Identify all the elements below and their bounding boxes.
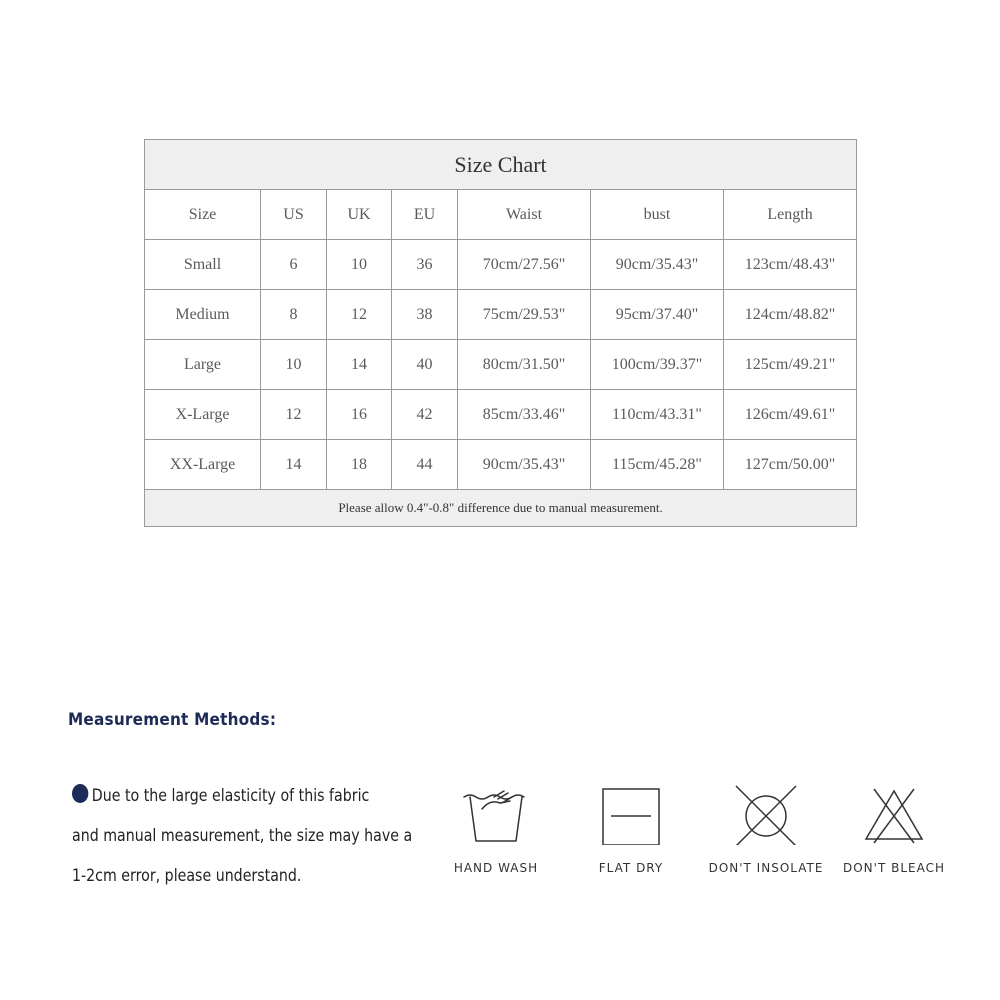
care-hand-wash xyxy=(426,785,566,875)
cell-waist: 80cm/31.50" xyxy=(458,340,591,390)
cell-length: 123cm/48.43" xyxy=(724,240,857,290)
table-row xyxy=(145,440,857,490)
table-row xyxy=(145,390,857,440)
header-uk: UK xyxy=(327,190,392,240)
cell-us: 10 xyxy=(261,340,327,390)
cell-bust: 110cm/43.31" xyxy=(591,390,724,440)
care-label: DON'T INSOLATE xyxy=(708,861,824,875)
measurement-line: 1-2cm error, please understand. xyxy=(72,866,302,885)
cell-length: 126cm/49.61" xyxy=(724,390,857,440)
table-row xyxy=(145,340,857,390)
cell-uk: 16 xyxy=(327,390,392,440)
care-label: HAND WASH xyxy=(453,861,539,875)
measurement-note: Please allow 0.4"-0.8" difference due to manual measurement. xyxy=(145,490,857,527)
cell-length: 125cm/49.21" xyxy=(724,340,857,390)
dont-insolate-icon xyxy=(730,785,802,845)
header-eu: EU xyxy=(392,190,458,240)
care-flat-dry xyxy=(561,785,701,875)
measurement-methods-title: Measurement Methods: xyxy=(68,710,277,730)
cell-waist: 75cm/29.53" xyxy=(458,290,591,340)
header-bust: bust xyxy=(591,190,724,240)
care-label: DON'T BLEACH xyxy=(842,861,945,875)
cell-us: 6 xyxy=(261,240,327,290)
cell-waist: 85cm/33.46" xyxy=(458,390,591,440)
cell-size: XX-Large xyxy=(145,440,261,490)
cell-us: 8 xyxy=(261,290,327,340)
care-dont-bleach xyxy=(824,785,964,875)
cell-eu: 44 xyxy=(392,440,458,490)
flat-dry-icon xyxy=(595,785,667,845)
bullet-icon xyxy=(72,784,88,803)
cell-size: Small xyxy=(145,240,261,290)
cell-eu: 38 xyxy=(392,290,458,340)
header-size: Size xyxy=(145,190,261,240)
cell-uk: 14 xyxy=(327,340,392,390)
cell-us: 14 xyxy=(261,440,327,490)
cell-bust: 95cm/37.40" xyxy=(591,290,724,340)
size-chart-title: Size Chart xyxy=(145,140,857,190)
cell-size: X-Large xyxy=(145,390,261,440)
cell-bust: 90cm/35.43" xyxy=(591,240,724,290)
header-us: US xyxy=(261,190,327,240)
measurement-line: Due to the large elasticity of this fabric xyxy=(72,776,399,816)
table-row xyxy=(145,240,857,290)
care-label: FLAT DRY xyxy=(598,861,664,875)
care-dont-insolate xyxy=(696,785,836,875)
measurement-line: and manual measurement, the size may have a xyxy=(72,826,413,845)
cell-length: 127cm/50.00" xyxy=(724,440,857,490)
size-chart-table xyxy=(144,139,857,527)
cell-size: Large xyxy=(145,340,261,390)
dont-bleach-icon xyxy=(858,785,930,845)
measurement-methods-text xyxy=(72,776,413,896)
table-row xyxy=(145,290,857,340)
cell-length: 124cm/48.82" xyxy=(724,290,857,340)
cell-bust: 100cm/39.37" xyxy=(591,340,724,390)
cell-bust: 115cm/45.28" xyxy=(591,440,724,490)
header-waist: Waist xyxy=(458,190,591,240)
cell-waist: 70cm/27.56" xyxy=(458,240,591,290)
cell-eu: 40 xyxy=(392,340,458,390)
cell-uk: 18 xyxy=(327,440,392,490)
table-header-row xyxy=(145,190,857,240)
cell-eu: 36 xyxy=(392,240,458,290)
hand-wash-icon xyxy=(460,785,532,845)
cell-eu: 42 xyxy=(392,390,458,440)
header-length: Length xyxy=(724,190,857,240)
cell-uk: 10 xyxy=(327,240,392,290)
cell-waist: 90cm/35.43" xyxy=(458,440,591,490)
cell-size: Medium xyxy=(145,290,261,340)
cell-uk: 12 xyxy=(327,290,392,340)
cell-us: 12 xyxy=(261,390,327,440)
